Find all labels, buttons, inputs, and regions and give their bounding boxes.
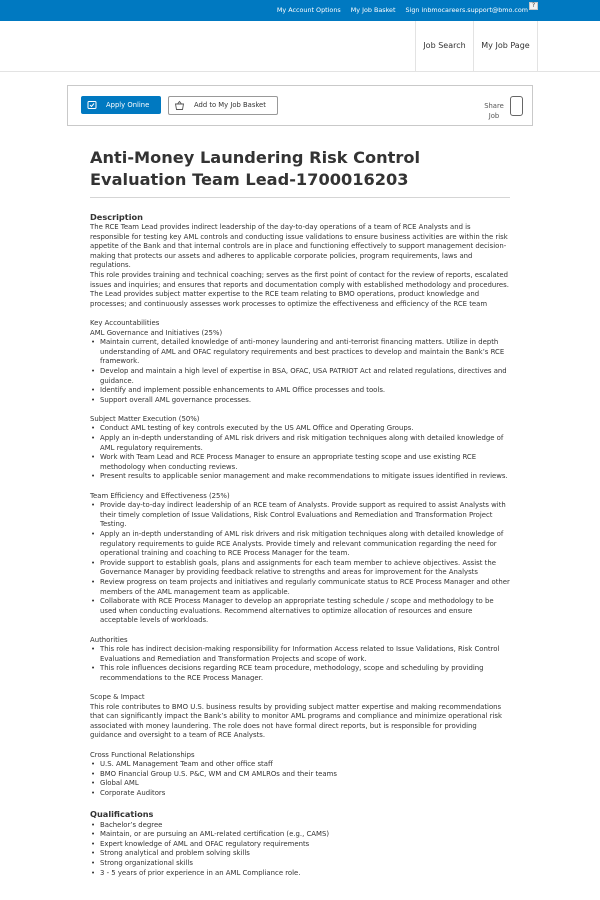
- list-item: • This role influences decisions regarding RCE team procedure, methodology, scope and scheduling by providing recommendations to the RCE Process Manager.: [100, 664, 510, 683]
- apply-online-label: Apply Online: [106, 101, 150, 109]
- list-item: • Conduct AML testing of key controls executed by the US AML Office and Operating Groups.: [100, 424, 510, 434]
- list-item: • Provide day-to-day indirect leadership of an RCE team of Analysts. Provide support as required to assist Analysts with their timely completion of Issue Validations, Risk Control Evaluations and Remediation and Transformation Project Testing.: [100, 501, 510, 530]
- my-account-options-link[interactable]: My Account Options: [276, 6, 341, 14]
- cross-functional-list: [100, 760, 510, 798]
- key-accountabilities-label: Key Accountabilities: [90, 318, 160, 327]
- list-item: • Work with Team Lead and RCE Process Manager to ensure an appropriate testing scope and use existing RCE methodology when conducting reviews.: [100, 453, 510, 472]
- accountability-list: [100, 338, 510, 405]
- section-heading: Subject Matter Execution (50%): [90, 414, 200, 423]
- tab-my-job-page[interactable]: My Job Page: [473, 21, 538, 71]
- list-item: • Strong analytical and problem solving skills: [100, 849, 510, 859]
- main-nav: [0, 21, 600, 72]
- list-item: • Expert knowledge of AML and OFAC regulatory requirements: [100, 840, 510, 850]
- share-job-label: Share Job: [484, 102, 504, 120]
- list-item: • Strong organizational skills: [100, 859, 510, 869]
- list-item: • Maintain current, detailed knowledge of anti-money laundering and anti-terrorist financing matters. Utilize in depth understanding of AML and OFAC regulatory requirements and best practices to develop and maintain the Bank’s RCE framework.: [100, 338, 510, 367]
- list-item: • Review progress on team projects and initiatives and regularly communicate status to RCE Process Manager and other members of the AML management team as applicable.: [100, 578, 510, 597]
- section-heading: Team Efficiency and Effectiveness (25%): [90, 491, 230, 500]
- job-details: [90, 147, 510, 878]
- my-job-basket-link[interactable]: My Job Basket: [350, 6, 396, 14]
- section-heading: Authorities: [90, 635, 128, 644]
- apply-icon: [87, 100, 97, 110]
- list-item: • Collaborate with RCE Process Manager to develop an appropriate testing schedule / scope and methodology to be used when conducting evaluations. Recommend alternatives to optimize allocation of resources and ensure acceptable levels of workloads.: [100, 597, 510, 626]
- add-to-job-basket-label: Add to My Job Basket: [194, 101, 266, 109]
- top-utility-bar: [0, 0, 600, 21]
- list-item: • U.S. AML Management Team and other office staff: [100, 760, 510, 770]
- list-item: • BMO Financial Group U.S. P&C, WM and CM AMLROs and their teams: [100, 770, 510, 780]
- list-item: • Present results to applicable senior management and make recommendations to mitigate issues identified in reviews.: [100, 472, 510, 482]
- qualifications-heading: Qualifications: [90, 808, 154, 819]
- list-item: • 3 - 5 years of prior experience in an AML Compliance role.: [100, 869, 510, 879]
- accountability-list: [100, 424, 510, 482]
- list-item: • Apply an in-depth understanding of AML risk drivers and risk mitigation techniques along with detailed knowledge of regulatory requirements to guide RCE Analysts. Provide timely and relevant communication regarding the need for operational training and coaching to RCE Process Manager for the team.: [100, 530, 510, 559]
- list-item: • Maintain, or are pursuing an AML-related certification (e.g., CAMS): [100, 830, 510, 840]
- title-divider: [90, 197, 510, 198]
- tab-job-search[interactable]: Job Search: [415, 21, 473, 71]
- section-heading: AML Governance and Initiatives (25%): [90, 328, 223, 337]
- description-paragraph: The Lead provides subject matter expertise to the RCE team relating to BMO operations, product knowledge and processes; and continuously assesses work processes to optimize the effectiveness and efficiency of the RCE team: [90, 290, 488, 308]
- list-item: • Provide support to establish goals, plans and assignments for each team member to achieve objectives. Assist the Governance Manager by providing feedback relative to strengths and areas for improvement for the Analysts: [100, 559, 510, 578]
- accountability-list: [100, 501, 510, 626]
- utility-links: [269, 6, 528, 14]
- sign-in-link[interactable]: Sign in: [405, 6, 428, 14]
- add-to-job-basket-button[interactable]: [168, 96, 278, 115]
- description-paragraph: The RCE Team Lead provides indirect leadership of the day-to-day operations of a team of RCE Analysts and is responsible for testing key AML controls and conducting issue validations to ensure business activities are within the risk appetite of the Bank and that internal controls are in place and functioning effectively to support management decision-making that protects our assets and adheres to applicable corporate policies, program requirements, laws and regulations.: [90, 223, 508, 270]
- list-item: • Apply an in-depth understanding of AML risk drivers and risk mitigation techniques along with detailed knowledge of AML regulatory requirements.: [100, 434, 510, 453]
- job-action-bar: [67, 85, 533, 126]
- page-title: Anti-Money Laundering Risk Control Evaluation Team Lead-1700016203: [90, 148, 421, 189]
- description-heading: Description: [90, 212, 143, 222]
- list-item: • This role has indirect decision-making responsibility for Information Access related to Issue Validations, Risk Control Evaluations and Remediation and Transformation Projects and scope of work.: [100, 645, 510, 664]
- basket-icon: [174, 100, 185, 111]
- qualifications-list: [100, 821, 510, 879]
- help-icon[interactable]: ?: [529, 2, 538, 10]
- scope-text: This role contributes to BMO U.S. business results by providing subject matter expertise and making recommendations that can significantly impact the Bank’s ability to monitor AML programs and compliance and minimize operational risk associated with money laundering. The role does not have formal direct reports, but is responsible for providing guidance and oversight to a team of RCE Analysts.: [90, 702, 503, 740]
- scope-heading: Scope & Impact: [90, 693, 145, 702]
- list-item: • Develop and maintain a high level of expertise in BSA, OFAC, USA PATRIOT Act and related regulations, directives and guidance.: [100, 367, 510, 386]
- list-item: • Bachelor’s degree: [100, 821, 510, 831]
- list-item: • Support overall AML governance processes.: [100, 396, 510, 406]
- share-icon[interactable]: [510, 96, 523, 116]
- list-item: • Identify and implement possible enhancements to AML Office processes and tools.: [100, 386, 510, 396]
- accountability-list: [100, 645, 510, 683]
- description-paragraph: This role provides training and technical coaching; serves as the first point of contact for the review of reports, escalated issues and inquiries; and ensures that reports and documentation comply with established methodology and procedures.: [90, 270, 509, 289]
- apply-online-button[interactable]: [81, 96, 161, 114]
- support-email-link[interactable]: bmocareers.support@bmo.com: [427, 6, 528, 14]
- list-item: • Corporate Auditors: [100, 789, 510, 799]
- cross-functional-heading: Cross Functional Relationships: [90, 750, 195, 759]
- list-item: • Global AML: [100, 779, 510, 789]
